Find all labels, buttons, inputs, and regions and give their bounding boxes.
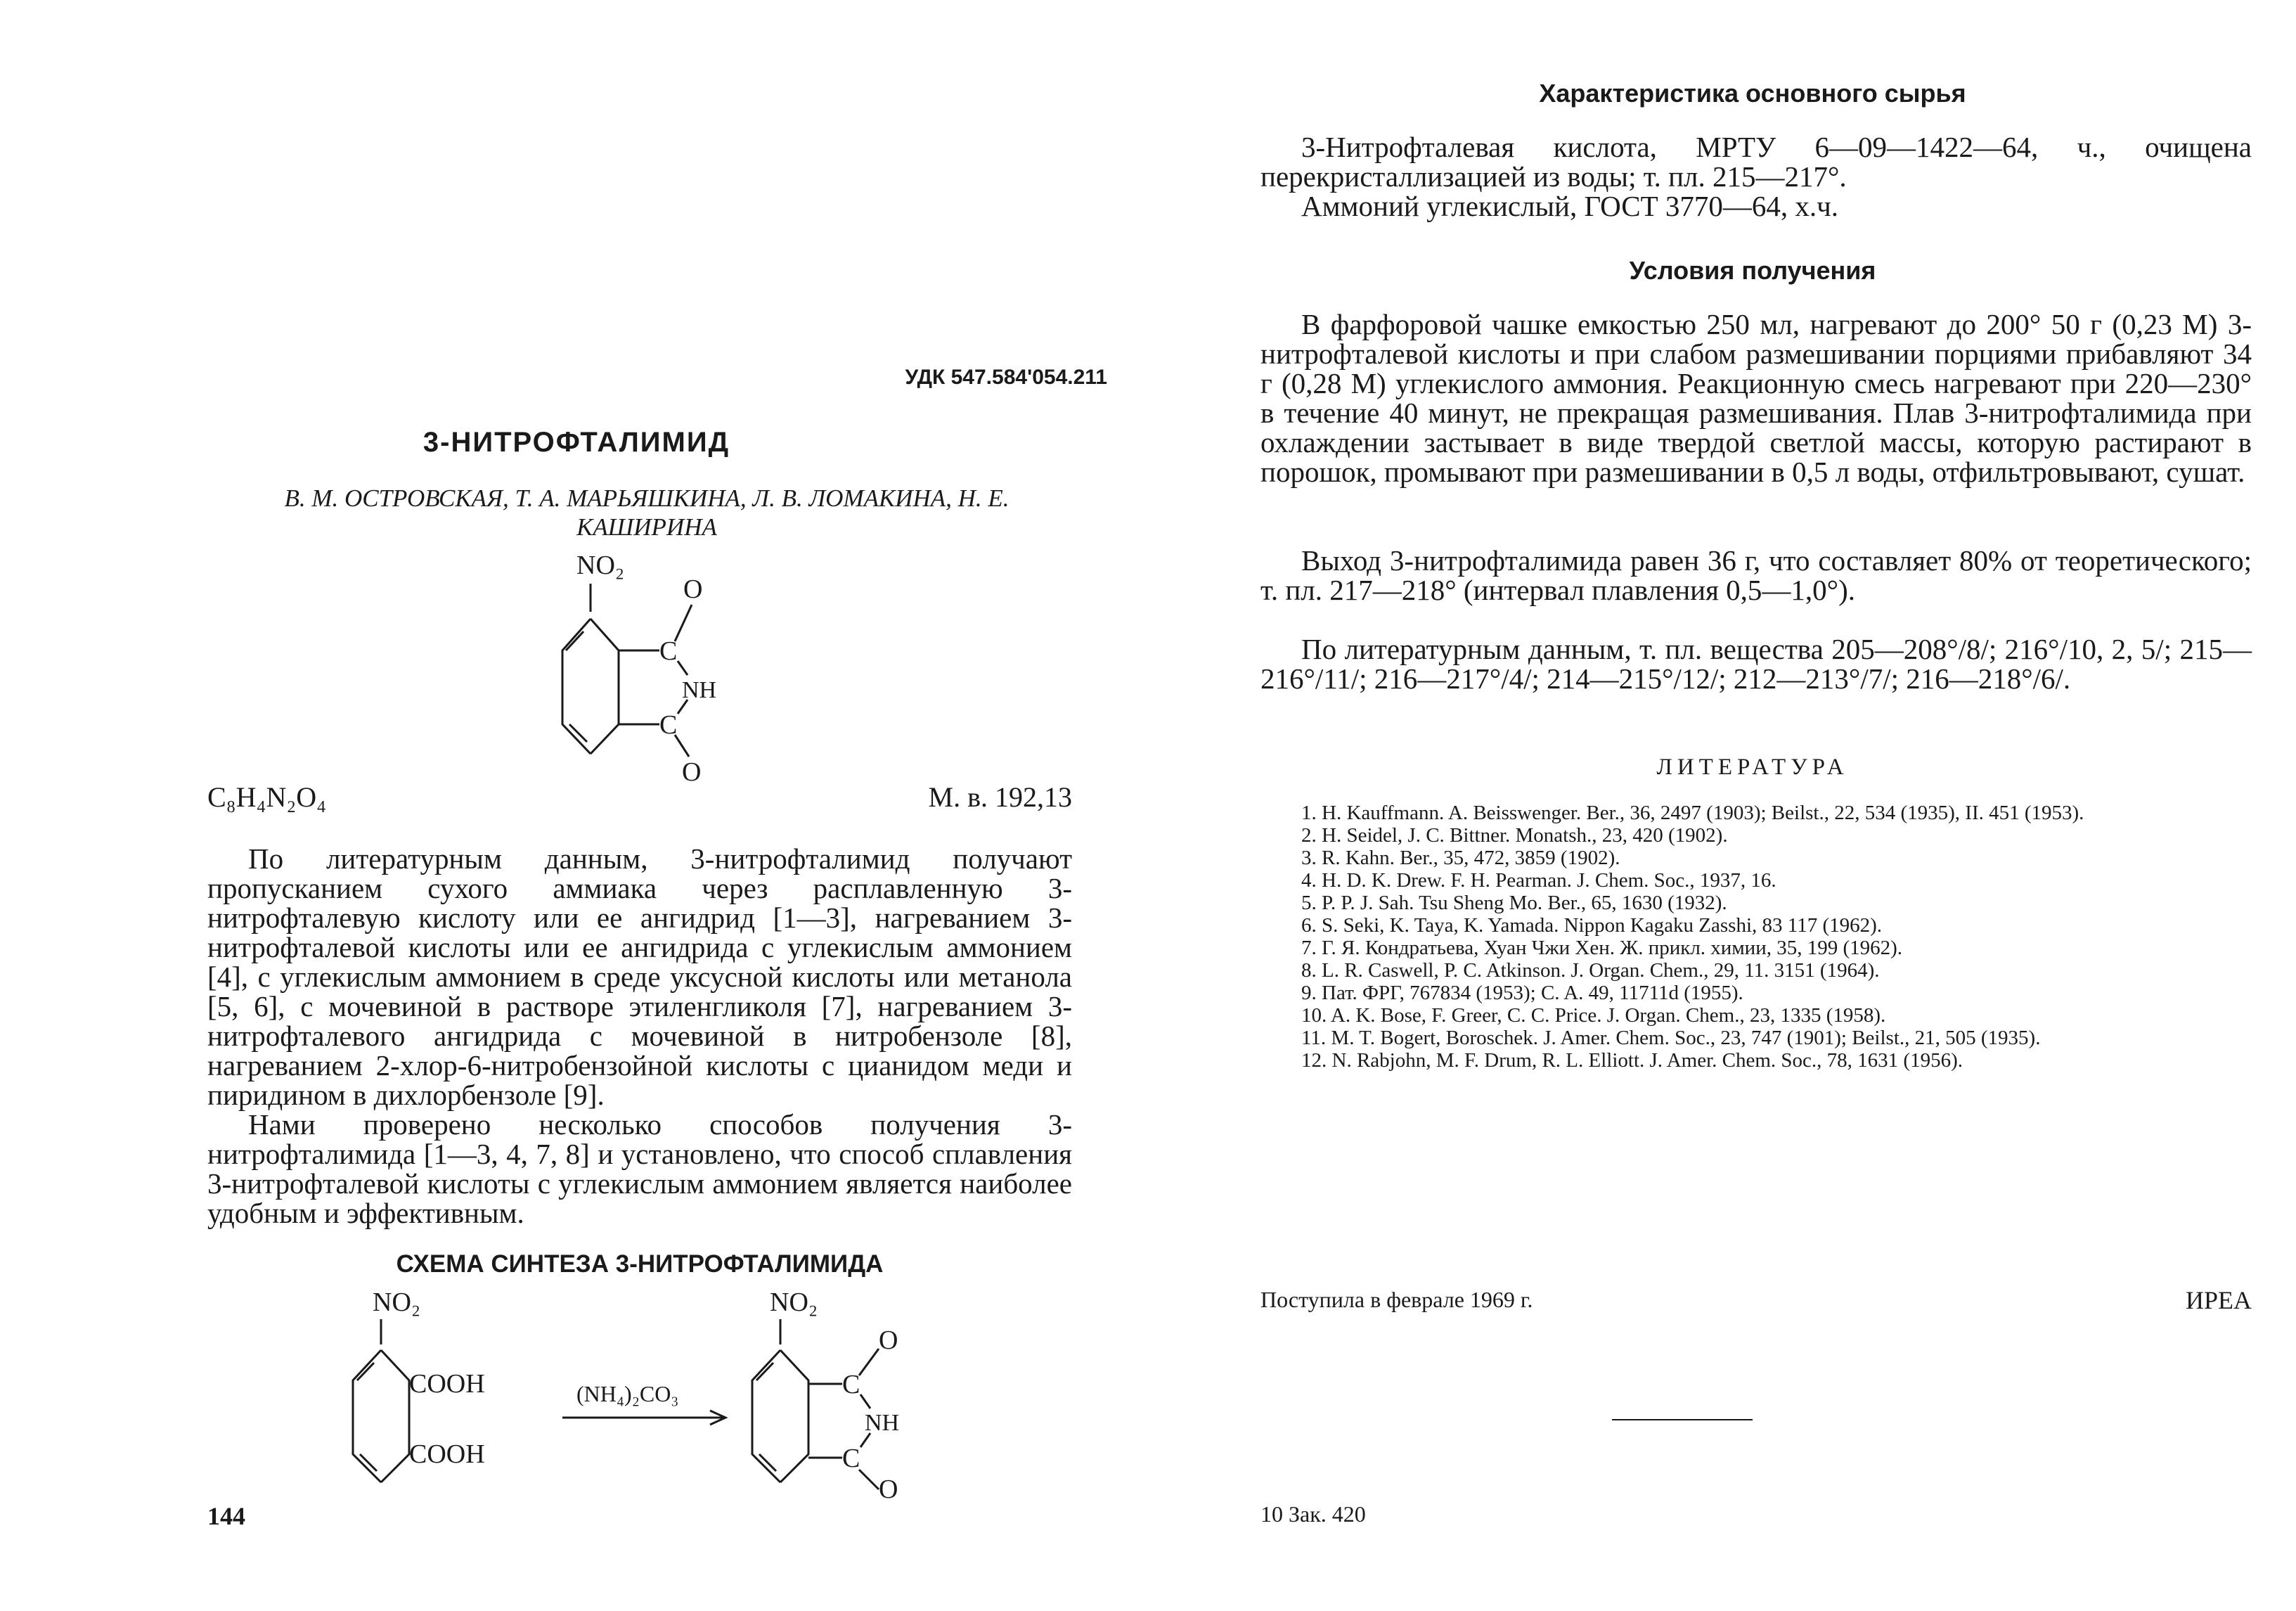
- organization: ИРЕА: [2185, 1286, 2252, 1314]
- references-list: [1260, 802, 2252, 1072]
- scheme-title: СХЕМА СИНТЕЗА 3-НИТРОФТАЛИМИДА: [396, 1250, 884, 1278]
- reference-item: 9. Пат. ФРГ, 767834 (1953); C. A. 49, 11711d (1955).: [1301, 982, 1743, 1004]
- carbon-lower-label: C: [659, 710, 678, 740]
- scheme-imide-bond-upper: [860, 1394, 870, 1408]
- conditions-literature: По литературным данным, т. пл. вещества 205—208°/8/; 216°/10, 2, 5/; 215—216°/11/; 216—217°/4/; 214—215°/12/; 212—213°/7/; 216—218°/6/.: [1260, 633, 2252, 695]
- scheme-oxygen-upper: O: [879, 1326, 898, 1355]
- print-order-footer: 10 Зак. 420: [1260, 1501, 1366, 1527]
- reference-item: 11. M. T. Bogert, Boroschek. J. Amer. Chem. Soc., 23, 747 (1901); Beilst., 21, 505 (1935).: [1301, 1027, 2041, 1049]
- scheme-benzene-ring-left: [353, 1350, 409, 1482]
- reference-item: 7. Г. Я. Кондратьева, Хуан Чжи Хен. Ж. прикл. химии, 35, 199 (1962).: [1301, 937, 1903, 959]
- molecular-weight: М. в. 192,13: [928, 781, 1072, 813]
- benzene-ring: [562, 619, 619, 754]
- reference-item: 8. L. R. Caswell, P. C. Atkinson. J. Organ. Chem., 29, 11. 3151 (1964).: [1301, 959, 1880, 982]
- intro-paragraph: По литературным данным, 3-нитрофталимид получают пропусканием сухого аммиака через расплавленную 3-нитрофталевую кислоту или ее ангидрид [1—3], нагреванием 3-нитрофталевой кислоты или ее ангидрида с углекислым аммонием [4], с углекислым аммонием в среде уксусной кислоты или метанола [5, 6], с мочевиной в растворе этиленгликоля [7], нагреванием 3-нитрофталевого ангидрида с мочевиной в нитробензоле [8], нагреванием 2-хлор-6-нитробензойной кислоты с цианидом меди и пиридином в дихлорбензоле [9].: [207, 842, 1072, 1111]
- cooh-lower-label: COOH: [409, 1439, 485, 1469]
- reference-item: 3. R. Kahn. Ber., 35, 472, 3859 (1902).: [1301, 847, 1620, 869]
- synthesis-scheme: [337, 1285, 956, 1503]
- reference-item: 12. N. Rabjohn, M. F. Drum, R. L. Elliott. J. Amer. Chem. Soc., 78, 1631 (1956).: [1301, 1049, 1963, 1072]
- oxygen-upper-label: O: [683, 575, 703, 604]
- scheme-carbon-upper: C: [842, 1370, 860, 1399]
- ring-double-bond-1: [566, 631, 583, 650]
- imide-nh-label: NH: [682, 677, 717, 703]
- scheme-carbonyl-double-upper: [859, 1349, 879, 1375]
- closing-divider: [1612, 1419, 1753, 1420]
- reference-item: 2. H. Seidel, J. C. Bittner. Monatsh., 23, 420 (1902).: [1301, 824, 1728, 847]
- carbonyl-double-lower: [675, 735, 689, 757]
- conditions-heading: Условия получения: [1629, 256, 1876, 285]
- udk-code: УДК 547.584'054.211: [905, 366, 1107, 389]
- conditions-yield: Выход 3-нитрофталимида равен 36 г, что составляет 80% от теоретического; т. пл. 217—218° (интервал плавления 0,5—1,0°).: [1260, 544, 2252, 606]
- scheme-benzene-ring-right: [752, 1350, 808, 1482]
- authors: В. М. ОСТРОВСКАЯ, Т. А. МАРЬЯШКИНА, Л. В. ЛОМАКИНА, Н. Е. КАШИРИНА: [284, 484, 1010, 541]
- materials-heading: Характеристика основного сырья: [1539, 79, 1966, 108]
- received-date: Поступила в феврале 1969 г.: [1260, 1287, 1533, 1312]
- scheme-nitro-label-left: NO₂: [373, 1288, 421, 1317]
- article-title: 3-НИТРОФТАЛИМИД: [423, 427, 730, 458]
- carbonyl-double-upper: [675, 605, 692, 641]
- scheme-carbonyl-double-lower: [859, 1470, 879, 1489]
- references-heading: ЛИТЕРАТУРА: [1656, 755, 1849, 780]
- molecular-formula: C₈H₄N₂O₄: [207, 781, 327, 813]
- conditions-procedure: В фарфоровой чашке емкостью 250 мл, нагревают до 200° 50 г (0,23 М) 3-нитрофталевой кислоты и при слабом размешивании порциями прибавляют 34 г (0,28 М) углекислого аммония. Реакционную смесь нагревают при 220—230° в течение 40 минут, не прекращая размешивания. Плав 3-нитрофталимида при охлаждении застывает в виде твердой светлой массы, которую растирают в порошок, промывают при размешивании в 0,5 л воды, отфильтровывают, сушат.: [1260, 308, 2252, 488]
- scheme-carbon-lower: C: [842, 1444, 860, 1473]
- materials-ammonium: Аммоний углекислый, ГОСТ 3770—64, х.ч.: [1301, 190, 1839, 222]
- page-number-left: 144: [207, 1502, 245, 1530]
- imide-bond-upper: [678, 661, 688, 675]
- reference-item: 10. A. K. Bose, F. Greer, C. C. Price. J. Organ. Chem., 23, 1335 (1958).: [1301, 1004, 1886, 1027]
- nitrophthalimide-structure: [534, 548, 759, 788]
- reagent-label: (NH₄)₂CO₃: [576, 1381, 679, 1406]
- scheme-imide-nh: NH: [865, 1410, 900, 1436]
- nitro-group-label: NO₂: [576, 551, 625, 580]
- materials-acid: 3-Нитрофталевая кислота, МРТУ 6—09—1422—64, ч., очищена перекристаллизацией из воды; т. пл. 215—217°.: [1260, 131, 2252, 193]
- reference-item: 5. P. P. J. Sah. Tsu Sheng Mo. Ber., 65, 1630 (1932).: [1301, 892, 1727, 914]
- method-paragraph: Нами проверено несколько способов получения 3-нитрофталимида [1—3, 4, 7, 8] и установлено, что способ сплавления 3-нитрофталевой кислоты с углекислым аммонием является наиболее удобным и эффективным.: [207, 1108, 1072, 1229]
- scheme-oxygen-lower: O: [879, 1475, 898, 1504]
- reference-item: 6. S. Seki, K. Taya, K. Yamada. Nippon Kagaku Zasshi, 83 117 (1962).: [1301, 914, 1883, 937]
- reference-item: 4. H. D. K. Drew. F. H. Pearman. J. Chem. Soc., 1937, 16.: [1301, 869, 1776, 892]
- carbon-upper-label: C: [659, 636, 678, 666]
- oxygen-lower-label: O: [682, 757, 702, 787]
- scheme-nitro-label-right: NO₂: [770, 1288, 818, 1317]
- reference-item: 1. H. Kauffmann. A. Beisswenger. Ber., 36, 2497 (1903); Beilst., 22, 534 (1935), II. 451 (1953).: [1301, 802, 2084, 824]
- cooh-upper-label: COOH: [409, 1369, 485, 1399]
- right-page: [1148, 0, 2296, 1611]
